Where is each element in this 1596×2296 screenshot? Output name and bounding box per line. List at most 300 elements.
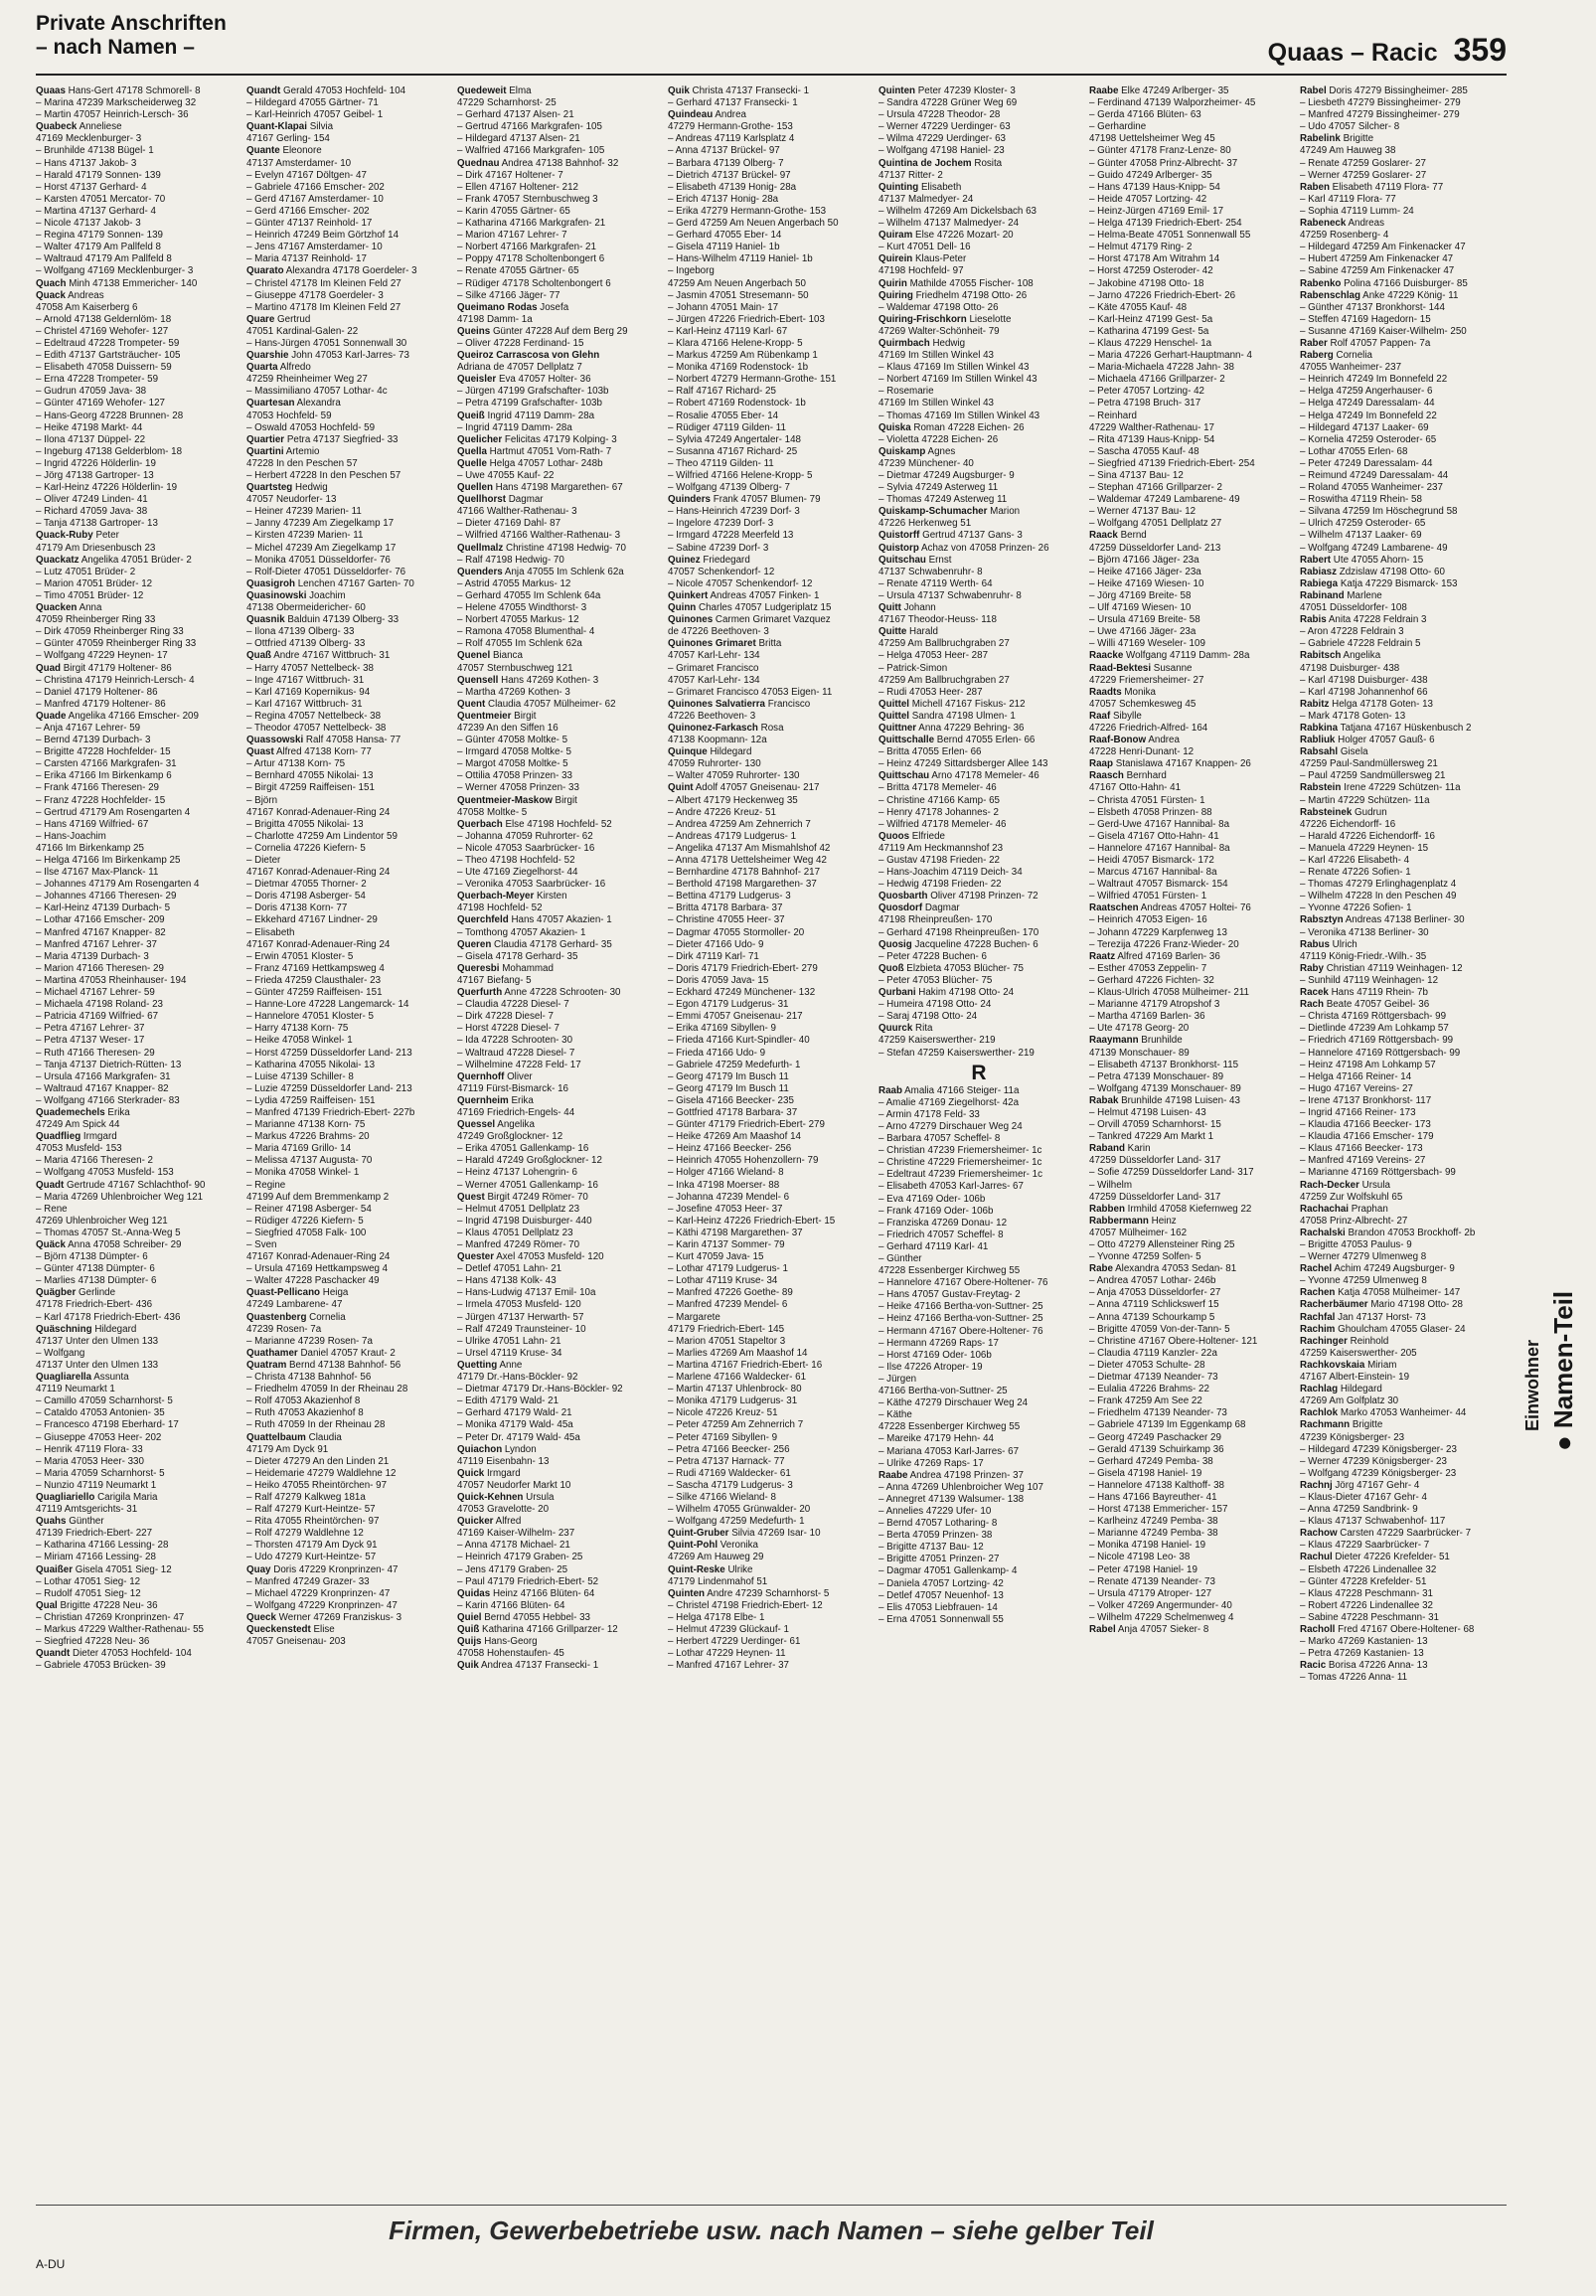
directory-entry	[457, 446, 658, 458]
entry-surname: Rachmann	[1300, 1419, 1351, 1431]
directory-entry	[1089, 987, 1290, 999]
entry-details: – Klara 47166 Helene-Kropp- 5	[668, 337, 803, 349]
entry-details: Ute 47055 Ahorn- 15	[1331, 554, 1424, 566]
entry-surname: Quaas	[36, 85, 66, 96]
entry-details: – Hans-Jürgen 47051 Sonnenwall 30	[246, 337, 407, 349]
directory-entry	[246, 914, 447, 926]
directory-entry	[457, 1360, 658, 1372]
entry-details: Hans 47119 Rhein- 7b	[1328, 987, 1428, 999]
entry-details: – Werner 47229 Uerdinger- 63	[878, 121, 1011, 133]
entry-surname: Quitt	[878, 602, 901, 614]
entry-details: – Wilfried 47166 Walther-Rathenau- 3	[457, 530, 621, 542]
entry-details: Ingrid 47119 Damm- 28a	[484, 410, 595, 421]
entry-details: – Dieter 47169 Dahl- 87	[457, 518, 561, 530]
directory-entry	[457, 398, 658, 410]
directory-entry	[1300, 1083, 1501, 1095]
directory-entry	[1089, 1071, 1290, 1083]
entry-details: – Barbara 47057 Scheffel- 8	[878, 1133, 1001, 1145]
directory-entry	[246, 1060, 447, 1071]
entry-details: – Jörg 47169 Breite- 58	[1089, 589, 1192, 601]
entry-details: – Frank 47259 Am See 22	[1089, 1395, 1202, 1407]
directory-entry	[246, 746, 447, 758]
entry-details: Hakim 47198 Otto- 24	[915, 987, 1015, 999]
entry-details: – Heinz 47198 Am Lohkamp 57	[1300, 1059, 1436, 1070]
entry-details: – Werner 47239 Königsberger- 23	[1300, 1455, 1447, 1467]
directory-entry	[1089, 302, 1290, 314]
entry-details: – Dirk 47059 Rheinberger Ring 33	[36, 626, 184, 638]
entry-details: – Heinz 47249 Sittardsberger Allee 143	[878, 758, 1048, 770]
directory-entry	[668, 879, 869, 891]
entry-surname: Rabitsch	[1300, 650, 1342, 662]
directory-entry	[878, 265, 1079, 277]
directory-entry	[36, 97, 237, 109]
entry-details: – Barbara 47139 Ölberg- 7	[668, 157, 784, 169]
entry-details: – Artur 47138 Korn- 75	[246, 758, 346, 770]
directory-entry	[246, 578, 447, 590]
directory-entry	[1089, 530, 1290, 542]
section-title-line2: – nach Namen –	[36, 36, 195, 59]
entry-details: – Patricia 47169 Wilfried- 67	[36, 1011, 159, 1023]
directory-entry	[1089, 1360, 1290, 1372]
entry-details: Lenchen 47167 Garten- 70	[295, 577, 414, 589]
entry-details: – Wilhelm 47137 Malmedyer- 24	[878, 218, 1020, 230]
entry-details: – Johanna 47239 Mendel- 6	[668, 1191, 790, 1203]
entry-surname: Quaß	[246, 650, 272, 662]
entry-details: Praphan	[1349, 1203, 1388, 1215]
directory-entry	[878, 1554, 1079, 1565]
directory-entry	[668, 735, 869, 746]
entry-details: – Elisabeth 47137 Bronkhorst- 115	[1089, 1059, 1239, 1070]
entry-surname: Rabenko	[1300, 277, 1342, 289]
directory-entry	[246, 1564, 447, 1576]
entry-details: – Ursula 47137 Schwabenruhr- 8	[878, 589, 1022, 601]
directory-entry	[878, 518, 1079, 530]
entry-surname: Quella	[457, 445, 487, 457]
entry-details: – Elis 47053 Liebfrauen- 14	[878, 1601, 998, 1613]
directory-entry	[1300, 927, 1501, 939]
directory-entry	[36, 987, 237, 999]
entry-details: 47249 Am Hauweg 38	[1300, 145, 1396, 157]
entry-details: – Ulf 47169 Wiesen- 10	[1089, 602, 1192, 614]
entry-details: 47279 Hermann-Grothe- 153	[668, 121, 793, 133]
entry-surname: Quathamer	[246, 1347, 298, 1359]
entry-surname: Rabak	[1089, 1094, 1119, 1106]
directory-entry	[1300, 891, 1501, 902]
directory-entry	[1089, 831, 1290, 843]
entry-details: Elke 47249 Arlberger- 35	[1118, 85, 1229, 96]
directory-entry	[878, 939, 1079, 951]
directory-entry	[457, 1192, 658, 1204]
entry-details: Claudia	[305, 1431, 342, 1443]
entry-surname: Raadts	[1089, 686, 1122, 698]
entry-details: 47179 Friedrich-Ebert- 145	[668, 1323, 785, 1335]
entry-details: – Manfred 47167 Lehrer- 37	[668, 1660, 789, 1672]
directory-entry	[668, 1023, 869, 1035]
directory-entry	[1089, 1612, 1290, 1624]
directory-entry	[1089, 867, 1290, 879]
entry-details: – Björn	[246, 794, 278, 806]
entry-details: – Dagmar 47051 Gallenkamp- 4	[878, 1565, 1018, 1577]
directory-entry	[36, 1263, 237, 1275]
directory-entry	[36, 1432, 237, 1444]
directory-entry	[1089, 1552, 1290, 1563]
entry-surname: Quägber	[36, 1287, 77, 1299]
directory-entry	[457, 782, 658, 794]
entry-details: – Hans-Ludwig 47137 Emil- 10a	[457, 1287, 596, 1299]
entry-details: Cornelia	[306, 1311, 346, 1323]
entry-details: – Gisela 47166 Beecker- 235	[668, 1094, 794, 1106]
directory-entry	[878, 97, 1079, 109]
entry-details: – Grimaret Francisco 47053 Eigen- 11	[668, 686, 833, 698]
directory-entry	[878, 145, 1079, 157]
entry-surname: Rach-Decker	[1300, 1179, 1359, 1191]
entry-details: – Hannelore 47051 Kloster- 5	[246, 1011, 374, 1023]
directory-entry	[246, 1023, 447, 1035]
entry-surname: Querbach-Meyer	[457, 891, 535, 902]
entry-surname: Quitschau	[878, 554, 926, 566]
directory-entry	[668, 638, 869, 650]
directory-entry	[668, 1299, 869, 1311]
entry-details: – Walfried 47166 Markgrafen- 105	[457, 145, 605, 157]
entry-details: 47228 Essenberger Kirchweg 55	[878, 1265, 1021, 1277]
directory-entry	[36, 1107, 237, 1119]
entry-surname: Rachinger	[1300, 1335, 1348, 1347]
directory-entry	[1089, 807, 1290, 819]
directory-entry	[457, 145, 658, 157]
directory-entry	[1300, 1131, 1501, 1143]
page-number: 359	[1453, 32, 1507, 68]
entry-surname: Quahs	[36, 1516, 67, 1528]
entry-details: Brunhilde 47198 Luisen- 43	[1118, 1094, 1240, 1106]
directory-entry	[1300, 867, 1501, 879]
directory-entry	[1300, 543, 1501, 555]
entry-surname: Rabe	[1089, 1263, 1113, 1275]
entry-details: Anita 47228 Feldrain 3	[1326, 614, 1427, 626]
directory-entry	[1300, 398, 1501, 410]
directory-entry	[246, 1636, 447, 1648]
entry-details: – Ruth 47166 Theresen- 29	[36, 1047, 155, 1059]
directory-entry	[878, 807, 1079, 819]
entry-details: – Helga 47139 Friedrich-Ebert- 254	[1089, 218, 1242, 230]
directory-entry	[668, 927, 869, 939]
entry-surname: Rabsztyn	[1300, 914, 1344, 926]
entry-details: 47169 Mecklenburger- 3	[36, 133, 142, 145]
directory-entry	[1089, 1167, 1290, 1179]
directory-entry	[36, 1360, 237, 1372]
directory-entry	[246, 278, 447, 290]
entry-surname: Quint-Reske	[668, 1563, 725, 1575]
directory-entry	[1300, 1216, 1501, 1228]
directory-entry	[457, 362, 658, 374]
entry-details: – Gabriele 47053 Brücken- 39	[36, 1660, 166, 1672]
directory-entry	[36, 109, 237, 121]
directory-entry	[878, 410, 1079, 422]
entry-details: Mario 47198 Otto- 28	[1367, 1299, 1463, 1311]
directory-entry	[1089, 1048, 1290, 1060]
directory-entry	[668, 133, 869, 145]
entry-details: Jörg 47167 Gehr- 4	[1332, 1479, 1420, 1491]
directory-entry	[246, 879, 447, 891]
directory-entry	[668, 218, 869, 230]
entry-details: – Klaus 47137 Schwabenhof- 117	[1300, 1516, 1446, 1528]
directory-entry	[1300, 902, 1501, 914]
directory-entry	[246, 1516, 447, 1528]
entry-surname: Quent	[457, 698, 486, 710]
entry-surname: Quistorff	[878, 530, 920, 542]
directory-entry	[457, 170, 658, 182]
directory-entry	[1300, 1155, 1501, 1167]
directory-entry	[246, 675, 447, 687]
directory-entry	[457, 626, 658, 638]
directory-entry	[668, 1011, 869, 1023]
directory-entry	[668, 265, 869, 277]
entry-surname: Quandt	[36, 1648, 71, 1660]
entry-details: – Anna 47178 Uettelsheimer Weg 42	[668, 855, 827, 866]
directory-entry	[878, 386, 1079, 398]
directory-entry	[457, 1131, 658, 1143]
directory-entry	[668, 1107, 869, 1119]
entry-details: 47226 Friedrich-Alfred- 164	[1089, 722, 1208, 734]
entry-details: Harald	[906, 626, 938, 638]
directory-entry	[36, 758, 237, 770]
directory-entry	[878, 446, 1079, 458]
directory-entry	[668, 914, 869, 926]
entry-surname: Quinones Salvatierra	[668, 698, 766, 710]
entry-details: – Peter Dr. 47179 Wald- 45a	[457, 1431, 580, 1443]
entry-details: 47169 Kaiser-Wilhelm- 237	[457, 1528, 575, 1540]
entry-details: – Karin 47055 Gärtner- 65	[457, 205, 570, 217]
entry-details: 47226 Beethoven- 3	[668, 710, 756, 722]
directory-entry	[246, 1372, 447, 1384]
entry-surname: Queresbi	[457, 962, 500, 974]
entry-details: – Wilhelmine 47228 Feld- 17	[457, 1059, 581, 1070]
entry-details: – Martin 47137 Uhlenbrock- 80	[668, 1384, 802, 1395]
entry-details: 47059 Rheinberger Ring 33	[36, 614, 156, 626]
entry-details: – Christa 47169 Röttgersbach- 99	[1300, 1011, 1447, 1023]
entry-details: Cornelia	[1333, 350, 1372, 362]
directory-entry	[1089, 963, 1290, 975]
directory-entry	[668, 543, 869, 555]
directory-entry	[246, 867, 447, 879]
directory-entry	[1300, 230, 1501, 242]
directory-entry	[668, 770, 869, 782]
directory-entry	[457, 1432, 658, 1444]
entry-details: 47169 Im Stillen Winkel 43	[878, 350, 994, 362]
directory-entry	[1300, 326, 1501, 338]
directory-entry	[457, 1143, 658, 1155]
entry-surname: Rabert	[1300, 554, 1332, 566]
entry-details: – Manfred 47249 Römer- 70	[457, 1239, 580, 1250]
entry-details: – Martha 47169 Barlen- 36	[1089, 1011, 1205, 1023]
directory-entry	[878, 218, 1079, 230]
entry-details: – Elisabeth 47058 Duissern- 59	[36, 362, 172, 374]
directory-entry	[457, 1023, 658, 1035]
directory-entry	[457, 1600, 658, 1612]
directory-entry	[668, 987, 869, 999]
directory-entry	[1300, 1336, 1501, 1348]
entry-details: – Astrid 47055 Markus- 12	[457, 577, 571, 589]
directory-entry	[1300, 1552, 1501, 1563]
directory-entry	[668, 1360, 869, 1372]
directory-entry	[457, 711, 658, 723]
entry-details: – Christel 47178 Im Kleinen Feld 27	[246, 277, 401, 289]
directory-entry	[1300, 675, 1501, 687]
entry-details: – Nicole 47137 Jakob- 3	[36, 218, 141, 230]
entry-details: – Monika 47051 Düsseldorfer- 76	[246, 554, 391, 566]
entry-surname: Queckenstedt	[246, 1624, 311, 1635]
directory-entry	[668, 1564, 869, 1576]
entry-details: – Ralf 47167 Richard- 25	[668, 386, 776, 398]
entry-details: – Uwe 47166 Jäger- 23a	[1089, 626, 1197, 638]
directory-entry	[246, 939, 447, 951]
entry-details: – Frank 47169 Oder- 106b	[878, 1205, 994, 1217]
directory-entry	[36, 434, 237, 446]
entry-surname: Quelicher	[457, 433, 503, 445]
directory-entry	[1089, 1095, 1290, 1107]
directory-entry	[1300, 1576, 1501, 1588]
directory-entry	[1089, 1251, 1290, 1263]
entry-details: Gertrud 47137 Gans- 3	[919, 530, 1023, 542]
entry-details: – Ulrike 47051 Lahn- 21	[457, 1335, 561, 1347]
directory-entry	[246, 121, 447, 133]
directory-entry	[878, 170, 1079, 182]
directory-entry	[1300, 687, 1501, 699]
entry-surname: Rabelink	[1300, 133, 1341, 145]
entry-details: – Terezija 47226 Franz-Wieder- 20	[1089, 938, 1239, 950]
entry-details: – Nicole 47226 Kreuz- 51	[668, 1407, 778, 1419]
directory-entry	[36, 1600, 237, 1612]
entry-details: Tatjana 47167 Hüskenbusch 2	[1338, 722, 1472, 734]
entry-details: Gertrud	[274, 313, 311, 325]
directory-entry	[36, 446, 237, 458]
directory-entry	[1089, 902, 1290, 914]
entry-details: 47167 Gerling- 154	[246, 133, 330, 145]
entry-details: – Werner 47051 Gallenkamp- 16	[457, 1179, 598, 1191]
directory-entry	[1300, 253, 1501, 265]
entry-details: 47137 Malmedyer- 24	[878, 193, 974, 205]
entry-details: Polina 47166 Duisburger- 85	[1341, 277, 1468, 289]
directory-entry	[36, 951, 237, 963]
entry-details: – Christine 47166 Kamp- 65	[878, 794, 1000, 806]
entry-details: Peter 47239 Kloster- 3	[915, 85, 1016, 96]
directory-entry	[668, 506, 869, 518]
directory-entry	[457, 97, 658, 109]
entry-details: – Klaus-Dieter 47167 Gehr- 4	[1300, 1491, 1427, 1503]
directory-entry	[668, 1216, 869, 1228]
entry-details: – Wolfgang 47229 Heynen- 17	[36, 650, 168, 662]
entry-details: – Marlene 47166 Waldecker- 61	[668, 1372, 807, 1384]
entry-details: – Martina 47137 Gerhard- 4	[36, 205, 156, 217]
entry-details: – Renate 47259 Goslarer- 27	[1300, 157, 1426, 169]
directory-entry	[1300, 85, 1501, 97]
entry-details: – Orvill 47059 Scharnhorst- 15	[1089, 1119, 1221, 1131]
directory-entry	[246, 182, 447, 194]
entry-details: – Georg 47179 Im Busch 11	[668, 1070, 789, 1082]
entry-details: – Wolfgang 47166 Sterkrader- 83	[36, 1094, 180, 1106]
entry-details: – Hans 47138 Kolk- 43	[457, 1275, 557, 1287]
entry-details: – Waltraud 47179 Am Pallfeld 8	[36, 253, 172, 265]
directory-entry	[36, 867, 237, 879]
entry-details: – Stefan 47259 Kaiserswerther- 219	[878, 1047, 1035, 1059]
directory-entry	[878, 1350, 1079, 1362]
directory-entry	[878, 1121, 1079, 1133]
entry-surname: Quiska	[878, 421, 911, 433]
directory-entry	[246, 314, 447, 326]
entry-details: 47259 Kaiserswerther- 219	[878, 1035, 996, 1047]
directory-entry	[457, 1648, 658, 1660]
entry-details: Rita	[912, 1023, 933, 1035]
entry-details: Arno 47178 Memeler- 46	[929, 770, 1039, 782]
entry-details: Alfred 47169 Barlen- 36	[1115, 950, 1220, 962]
directory-entry	[1089, 1263, 1290, 1275]
directory-entry	[246, 1071, 447, 1083]
directory-entry	[878, 158, 1079, 170]
directory-entry	[1089, 121, 1290, 133]
directory-entry	[1089, 109, 1290, 121]
side-tab	[1513, 1103, 1592, 1461]
directory-entry	[457, 843, 658, 855]
directory-entry	[457, 1336, 658, 1348]
directory-entry	[668, 1624, 869, 1636]
entry-details: – Klaus 47229 Saarbrücker- 7	[1300, 1540, 1430, 1552]
entry-details: Veronika	[718, 1540, 758, 1552]
directory-entry	[1300, 1384, 1501, 1395]
directory-entry	[457, 1216, 658, 1228]
directory-entry	[457, 914, 658, 926]
entry-details: – Jörg 47138 Gartroper- 13	[36, 470, 154, 481]
entry-details: – Hedwig 47198 Frieden- 22	[878, 879, 1002, 891]
directory-entry	[668, 121, 869, 133]
directory-entry	[668, 1660, 869, 1672]
entry-details: 47057 Schenkendorf- 12	[668, 566, 775, 577]
entry-details: – Ingeburg 47138 Gelderblom- 18	[36, 445, 183, 457]
directory-entry	[1300, 1504, 1501, 1516]
entry-details: – Roland 47055 Wanheimer- 237	[1300, 482, 1443, 494]
directory-entry	[1089, 242, 1290, 253]
directory-entry	[1300, 1180, 1501, 1192]
directory-entry	[1300, 206, 1501, 218]
directory-entry	[246, 1504, 447, 1516]
directory-entry	[1089, 1395, 1290, 1407]
entry-surname: Quidas	[457, 1587, 491, 1599]
entry-surname: Quattelbaum	[246, 1431, 306, 1443]
entry-details: – Gertrud 47179 Am Rosengarten 4	[36, 806, 191, 818]
entry-details: – Thomas 47169 Im Stillen Winkel 43	[878, 410, 1040, 421]
entry-surname: Quitte	[878, 626, 907, 638]
directory-entry	[668, 1336, 869, 1348]
entry-details: – Ilona 47139 Ölberg- 33	[246, 626, 355, 638]
directory-entry	[1300, 482, 1501, 494]
entry-details: – Christa 47138 Bahnhof- 56	[246, 1372, 372, 1384]
directory-entry	[1300, 1432, 1501, 1444]
entry-details: 47269 Walter-Schönheit- 79	[878, 325, 1000, 337]
entry-details: – Hildegard 47239 Königsberger- 23	[1300, 1443, 1457, 1455]
directory-entry	[668, 1275, 869, 1287]
entry-surname: Rach	[1300, 999, 1324, 1011]
directory-entry	[878, 1206, 1079, 1218]
directory-entry	[668, 1419, 869, 1431]
directory-entry	[36, 914, 237, 926]
entry-details: 47259 Kaiserswerther- 205	[1300, 1347, 1417, 1359]
directory-entry	[36, 386, 237, 398]
entry-surname: Rabus	[1300, 938, 1330, 950]
directory-entry	[1300, 1095, 1501, 1107]
directory-entry	[457, 807, 658, 819]
directory-entry	[1300, 1048, 1501, 1060]
entry-details: Eva 47057 Holter- 36	[496, 374, 591, 386]
directory-entry	[457, 675, 658, 687]
directory-entry	[457, 650, 658, 662]
